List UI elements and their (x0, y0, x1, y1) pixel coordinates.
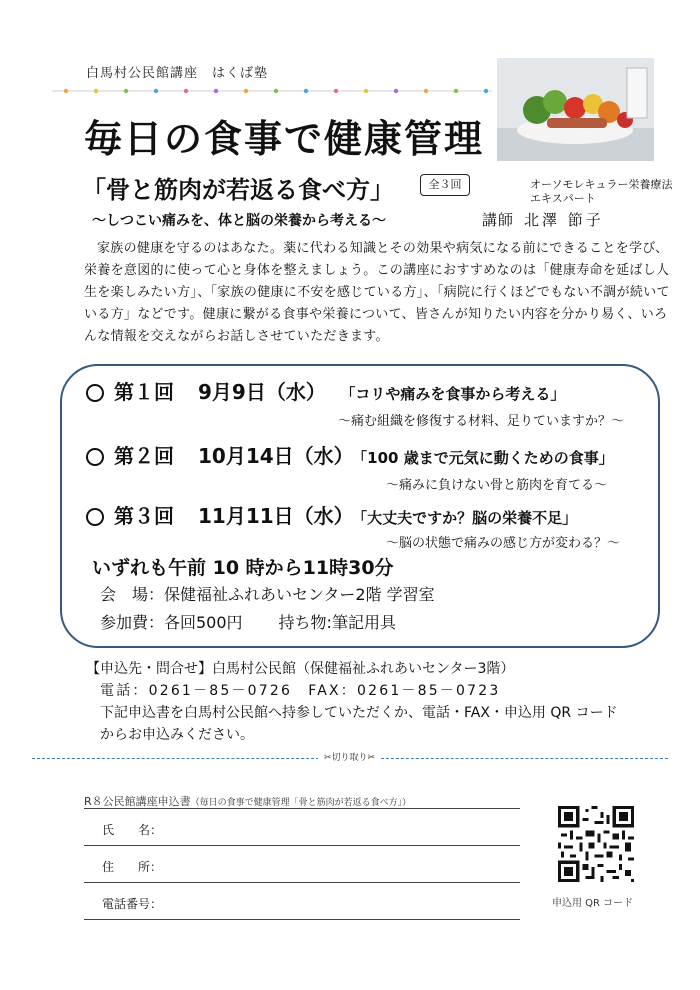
session-3-sub: ～脳の状態で痛みの感じ方が変わる？～ (386, 536, 621, 551)
form-row-phone[interactable] (84, 882, 520, 920)
sessions-badge: 全３回 (420, 174, 470, 196)
fee-info (100, 610, 396, 633)
contact-block (86, 658, 618, 746)
qr-label: 申込用 QR コード (552, 898, 634, 909)
lecturer-label: 講師 (482, 211, 515, 229)
intro-paragraph (84, 238, 674, 348)
session-2 (86, 440, 614, 469)
session-1-sub: ～痛む組織を修復する材料、足りていますか？～ (338, 414, 625, 429)
intro-text: 家族の健康を守るのはあなた。薬に代わる知識とその効果や病気になる前にできることを学び、栄養を意図的に使って心と身体を整えましょう。この講座におすすめなのは「健康寿命を延ばし人生を楽しみたい方」、「家族の健康に不安を感じている方」、「病院に行くほどでもない不調が続いている方」などです。健康に繋がる食事や栄養について、皆さんが知りたい内容を分かり易く、いろんな情報を交えながらお話しさせていただきます。 (84, 241, 670, 344)
lecturer (482, 209, 604, 230)
tagline: ～しつこい痛みを、体と脳の栄養から考える～ (92, 213, 386, 229)
contact-heading: 【申込先・問合せ】白馬村公民館（保健福祉ふれあいセンター3階） (86, 661, 515, 677)
items-text: 持ち物:筆記用具 (278, 613, 396, 632)
food-photo (497, 58, 654, 161)
form-title-note: （毎日の食事で健康管理「骨と筋肉が若返る食べ方」） (190, 798, 412, 808)
circle-icon (86, 448, 104, 466)
field-label-address: 住 所： (102, 860, 163, 874)
organizer-label: 白馬村公民館講座 はくば塾 (86, 66, 269, 81)
expert-line-1: オーソモレキュラー栄養療法 (530, 178, 673, 191)
main-title: 毎日の食事で健康管理 (84, 117, 485, 161)
session-3 (86, 500, 577, 529)
application-form (84, 808, 520, 920)
form-title (84, 793, 411, 809)
subtitle: 「骨と筋肉が若返る食べ方」 (82, 176, 394, 204)
qr-code-icon[interactable] (558, 806, 634, 882)
contact-note-2: からお申込みください。 (100, 727, 254, 743)
form-row-name[interactable] (84, 808, 520, 845)
session-topic: 「コリや痛みを食事から考える」 (347, 385, 566, 403)
fee-text: 参加費：各回500円 (100, 613, 243, 632)
form-row-address[interactable] (84, 845, 520, 882)
field-label-phone: 電話番号： (102, 897, 163, 911)
venue-info: 会 場：保健福祉ふれあいセンター2階 学習室 (100, 585, 435, 604)
session-label: 第２回 (114, 444, 174, 468)
session-topic: 「100 歳まで元気に動くための食事」 (359, 449, 614, 467)
session-label: 第１回 (114, 380, 174, 404)
session-date: 10月14日（水） (198, 444, 354, 468)
session-topic: 「大丈夫ですか？脳の栄養不足」 (359, 509, 578, 527)
cut-label: ✂切り取り✂ (318, 750, 381, 763)
expert-title (530, 178, 673, 206)
expert-line-2: エキスパート (530, 192, 596, 205)
decorative-dots (52, 86, 492, 96)
time-info: いずれも午前 10 時から11時30分 (92, 557, 394, 579)
session-label: 第３回 (114, 504, 174, 528)
circle-icon (86, 384, 104, 402)
circle-icon (86, 508, 104, 526)
session-2-sub: ～痛みに負けない骨と筋肉を育てる～ (386, 478, 608, 493)
session-1 (86, 376, 565, 405)
contact-phone: 電話：0261－85－0726 FAX：0261－85－0723 (100, 683, 501, 699)
session-date: 9月9日（水） (198, 380, 326, 404)
contact-note-1: 下記申込書を白馬村公民館へ持参していただくか、電話・FAX・申込用 QR コード (100, 705, 618, 721)
field-label-name: 氏 名： (102, 823, 163, 837)
lecturer-name: 北澤 節子 (524, 211, 604, 229)
form-title-main: R８公民館講座申込書 (84, 795, 191, 808)
session-date: 11月11日（水） (198, 504, 354, 528)
